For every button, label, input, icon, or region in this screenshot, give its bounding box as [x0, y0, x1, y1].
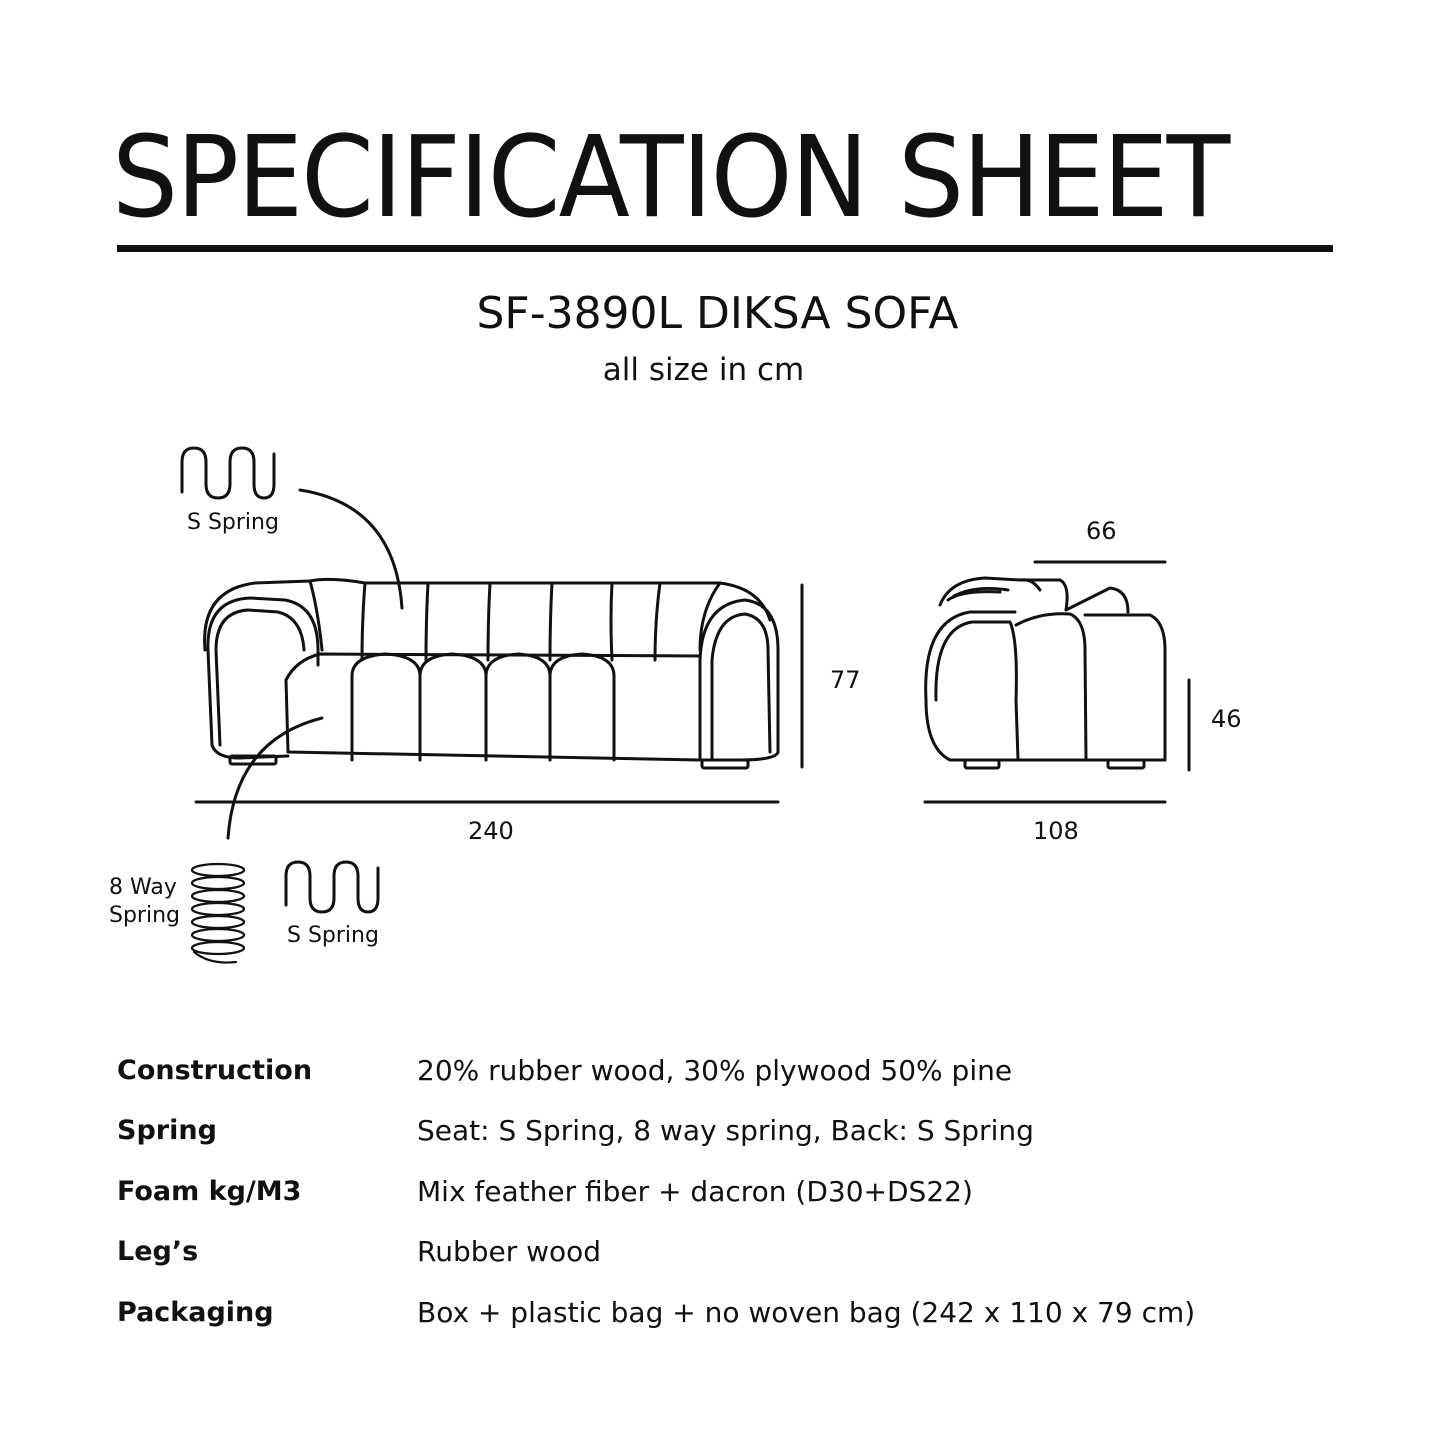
label-8-way-line2: Spring: [109, 903, 180, 928]
label-bottom-s-spring: S Spring: [287, 923, 379, 948]
spec-table: [117, 1040, 1367, 1343]
callout-line-back: [300, 490, 402, 608]
spec-row-construction: [117, 1040, 1367, 1101]
label-top-s-spring: S Spring: [187, 510, 279, 535]
dim-front-height: 77: [830, 666, 861, 694]
dim-side-depth: 108: [1033, 817, 1079, 845]
product-model: SF-3890L DIKSA SOFA: [476, 288, 959, 339]
callout-line-seat: [228, 718, 322, 838]
spec-value: 20% rubber wood, 30% plywood 50% pine: [417, 1053, 1013, 1087]
unit-note: all size in cm: [602, 352, 805, 388]
s-spring-icon-bottom: [286, 862, 378, 912]
label-8-way-line1: 8 Way: [109, 875, 177, 900]
spec-value: Box + plastic bag + no woven bag (242 x 110 x 79 cm): [417, 1295, 1196, 1329]
dim-side-top: 66: [1086, 517, 1117, 545]
spec-value: Mix feather fiber + dacron (D30+DS22): [417, 1174, 973, 1208]
spec-row-packaging: [117, 1282, 1367, 1343]
page-title: SPECIFICATION SHEET: [112, 113, 1229, 243]
spec-row-foam: [117, 1161, 1367, 1222]
spec-row-legs: [117, 1222, 1367, 1283]
sofa-side-view: [926, 578, 1165, 768]
spec-label: Construction: [117, 1054, 313, 1086]
spec-value: Rubber wood: [417, 1235, 602, 1269]
dim-side-seat-height: 46: [1211, 705, 1242, 733]
coil-spring-icon: [192, 864, 244, 963]
spec-label: Spring: [117, 1115, 217, 1147]
spec-label: Foam kg/M3: [117, 1175, 302, 1207]
spec-label: Leg’s: [117, 1236, 199, 1268]
spec-label: Packaging: [117, 1296, 274, 1328]
spec-row-spring: [117, 1101, 1367, 1162]
s-spring-icon-top: [182, 448, 274, 498]
dim-front-width: 240: [468, 817, 514, 845]
sofa-front-view: [205, 579, 778, 768]
spec-value: Seat: S Spring, 8 way spring, Back: S Spring: [417, 1114, 1034, 1148]
